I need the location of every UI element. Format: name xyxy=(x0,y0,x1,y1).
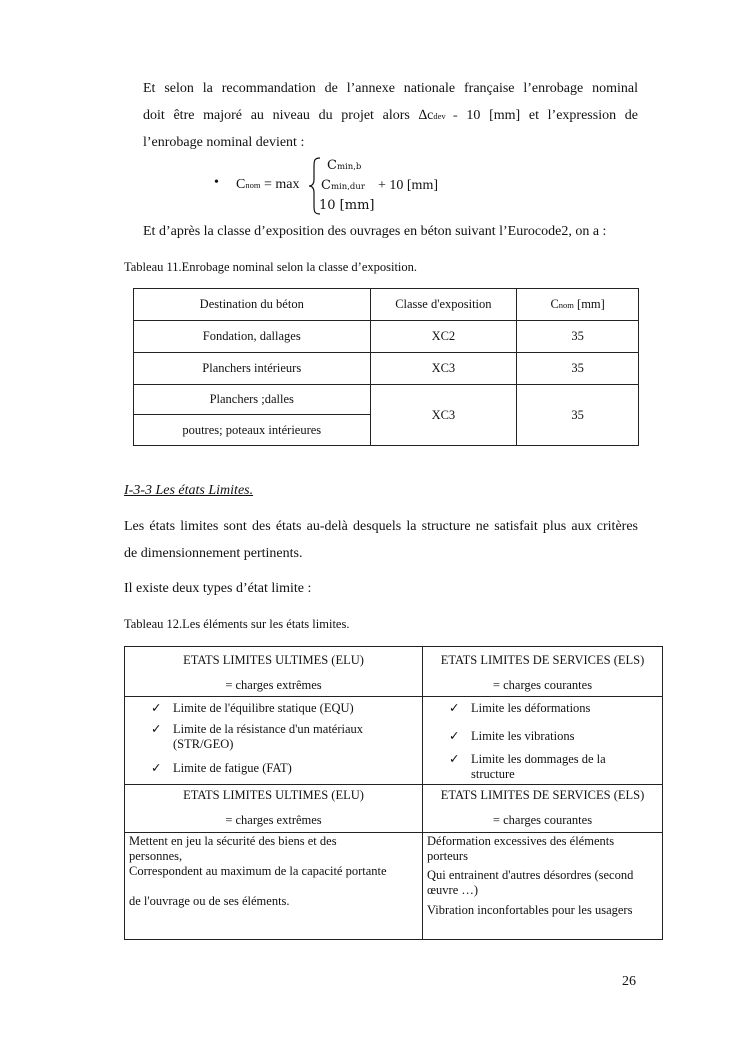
header-cnom-subscript: nom xyxy=(558,300,574,310)
intro-line-3: l’enrobage nominal devient : xyxy=(143,135,305,150)
els-subtitle: = charges courantes xyxy=(492,813,593,827)
els-list-cell xyxy=(423,697,663,785)
header-cnom-c: C xyxy=(550,297,559,311)
intro-line-2-a: doit être majoré au niveau du projet alors ∆c xyxy=(143,108,434,123)
elu-description-2: Correspondent au maximum de la capacité portante xyxy=(129,864,387,878)
list-item xyxy=(423,701,662,716)
cell-cnom: 35 xyxy=(517,353,639,385)
list-item xyxy=(423,752,662,782)
elu-description-1: Mettent en jeu la sécurité des biens et des personnes, xyxy=(129,834,337,863)
els-header-cell-2 xyxy=(423,785,663,833)
list-item-label: Limite les vibrations xyxy=(471,729,575,743)
els-list xyxy=(423,701,662,782)
list-item-label: Limite de fatigue (FAT) xyxy=(173,761,292,775)
table-row xyxy=(134,385,639,415)
header-cnom-unit: [mm] xyxy=(577,297,605,311)
cell-cnom: 35 xyxy=(517,385,639,446)
formula-row-1-subscript: min,b xyxy=(336,162,362,172)
elu-description-cell xyxy=(125,833,423,940)
check-icon: ✓ xyxy=(151,701,162,715)
elu-header-cell-2 xyxy=(125,785,423,833)
header-cnom xyxy=(517,289,639,321)
els-title: ETATS LIMITES DE SERVICES (ELS) xyxy=(440,788,645,802)
table-row xyxy=(134,321,639,353)
cell-classe: XC3 xyxy=(370,353,517,385)
formula-row-1 xyxy=(327,158,361,173)
section-para-1-line-2: de dimensionnement pertinents. xyxy=(124,546,303,561)
els-title: ETATS LIMITES DE SERVICES (ELS) xyxy=(440,653,645,667)
formula-row-1-c: C xyxy=(327,158,337,173)
formula-lhs xyxy=(236,177,299,193)
section-para-1-line-1: Les états limites sont des états au-delà desquels la structure ne satisfait plus aux critères xyxy=(124,519,638,534)
table-row xyxy=(134,353,639,385)
delta-c-dev-subscript: dev = xyxy=(433,111,458,121)
cell-destination: Planchers ;dalles xyxy=(134,385,371,415)
elu-description-3: de l'ouvrage ou de ses éléments. xyxy=(129,894,290,908)
formula xyxy=(0,155,745,217)
intro-line-1: Et selon la recommandation de l’annexe nationale française l’enrobage nominal xyxy=(143,81,638,96)
elu-list-cell xyxy=(125,697,423,785)
elu-subtitle: = charges extrêmes xyxy=(225,813,322,827)
check-icon: ✓ xyxy=(449,752,460,766)
check-icon: ✓ xyxy=(449,729,460,743)
formula-lhs-subscript: nom xyxy=(245,180,261,190)
cell-cnom: 35 xyxy=(517,321,639,353)
table-11-caption: Tableau 11.Enrobage nominal selon la classe d’exposition. xyxy=(124,260,418,274)
header-classe: Classe d'exposition xyxy=(370,289,517,321)
formula-row-2 xyxy=(321,178,365,193)
header-destination: Destination du béton xyxy=(134,289,371,321)
els-description-1: Déformation excessives des éléments porteurs xyxy=(427,834,615,863)
list-item xyxy=(125,701,422,716)
els-header-cell xyxy=(423,647,663,697)
formula-row-2-c: C xyxy=(321,178,331,193)
after-formula-text: Et d’après la classe d’exposition des ouvrages en béton suivant l’Eurocode2, on a : xyxy=(143,224,607,239)
els-description-cell xyxy=(423,833,663,940)
els-description-3: Vibration inconfortables pour les usagers xyxy=(427,903,633,917)
check-icon: ✓ xyxy=(449,701,460,715)
list-item xyxy=(125,761,422,776)
section-para-2: Il existe deux types d’état limite : xyxy=(124,581,312,596)
cell-destination: Planchers intérieurs xyxy=(134,353,371,385)
formula-row-2-tail: + 10 [mm] xyxy=(378,178,438,193)
list-item-label: Limite de l'équilibre statique (EQU) xyxy=(173,701,354,715)
els-description-2: Qui entrainent d'autres désordres (second œuvre …) xyxy=(427,868,634,897)
formula-lhs-rest: = max xyxy=(263,177,300,192)
elu-header-cell xyxy=(125,647,423,697)
formula-bullet: • xyxy=(214,175,219,190)
intro-line-2-b: 10 [mm] et l’expression de xyxy=(466,108,638,123)
list-item-label: Limite les déformations xyxy=(471,701,591,715)
elu-subtitle: = charges extrêmes xyxy=(225,678,322,692)
formula-lhs-c: C xyxy=(236,177,246,192)
list-item-label: Limite les dommages de la structure xyxy=(471,752,606,781)
table-12 xyxy=(124,646,663,940)
list-item xyxy=(125,722,422,752)
cell-classe: XC2 xyxy=(370,321,517,353)
elu-list xyxy=(125,701,422,776)
elu-title: ETATS LIMITES ULTIMES (ELU) xyxy=(183,653,364,667)
list-item-label: Limite de la résistance d'un matériaux (STR/GEO) xyxy=(173,722,364,751)
check-icon: ✓ xyxy=(151,761,162,775)
check-icon: ✓ xyxy=(151,722,162,736)
section-heading: I-3-3 Les états Limites. xyxy=(124,483,254,498)
table-12-caption: Tableau 12.Les éléments sur les états limites. xyxy=(124,617,350,631)
els-subtitle: = charges courantes xyxy=(492,678,593,692)
cell-classe: XC3 xyxy=(370,385,517,446)
page-number: 26 xyxy=(622,974,636,989)
formula-row-2-subscript: min,dur xyxy=(330,182,365,192)
cell-destination: poutres; poteaux intérieures xyxy=(134,415,371,446)
table-11 xyxy=(133,288,639,446)
elu-title: ETATS LIMITES ULTIMES (ELU) xyxy=(183,788,364,802)
intro-line-2 xyxy=(143,102,638,130)
list-item xyxy=(423,729,662,744)
formula-row-3: 10 [mm] xyxy=(319,198,375,213)
cell-destination: Fondation, dallages xyxy=(134,321,371,353)
